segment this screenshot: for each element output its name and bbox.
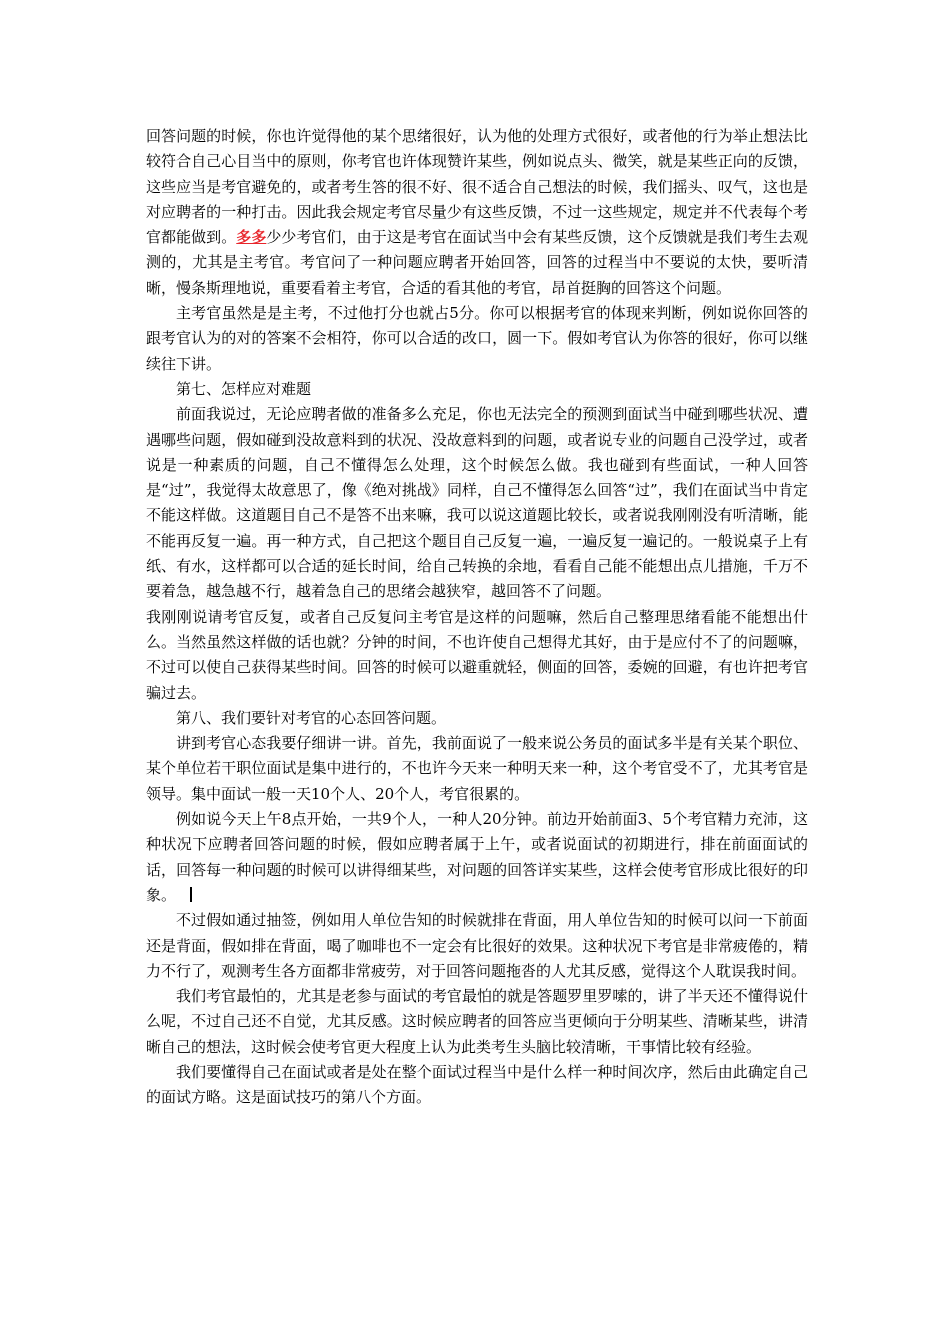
paragraph-7: 讲到考官心态我要仔细讲一讲。首先，我前面说了一般来说公务员的面试多半是有关某个职位、某个单位若干职位面试是集中进行的，不也许今天来一种明天来一种，这个考官受不了，尤其考官是领导。集中面试一般一天10个人、20个人，考官很累的。 [146, 734, 808, 803]
paragraph-1 [146, 124, 808, 301]
paragraph-1-text-a: 回答问题的时候，你也许觉得他的某个思绪很好，认为他的处理方式很好，或者他的行为举止想法比较符合自己心目当中的原则，你考官也许体现赞许某些，例如说点头、微笑，就是某些正向的反馈，这些应当是考官避免的，或者考生答的很不好、很不适合自己想法的时候，我们摇头、叹气，这也是对应聘者的一种打击。因此我会规定考官尽量少有这些反馈，不过一这些规定，规定并不代表每个考官都能做到。 [146, 127, 808, 247]
paragraph-4: 前面我说过，无论应聘者做的准备多么充足，你也无法完全的预测到面试当中碰到哪些状况、遭遇哪些问题，假如碰到没故意料到的状况、没故意料到的问题，或者说专业的问题自己没学过，或者说是一种素质的问题，自己不懂得怎么处理，这个时候怎么做。我也碰到有些面试，一种人回答是“过”，我觉得太故意思了，像《绝对挑战》同样，自己不懂得怎么回答“过”，我们在面试当中肯定不能这样做。这道题目自己不是答不出来嘛，我可以说这道题比较长，或者说我刚刚没有听清晰，能不能再反复一遍。再一种方式，自己把这个题目自己反复一遍，一遍反复一遍记的。一般说桌子上有纸、有水，这样都可以合适的延长时间，给自己转换的余地，看看自己能不能想出点儿措施，千万不要着急，越急越不行，越着急自己的思绪会越狭窄，越回答不了问题。 [146, 405, 808, 601]
text-cursor-icon [190, 887, 192, 902]
red-link-text[interactable]: 多多 [236, 228, 267, 247]
paragraph-1-text-b: 少少考官们，由于这是考官在面试当中会有某些反馈，这个反馈就是我们考生去观测的，尤其是主考官。考官问了一种问题应聘者开始回答，回答的过程当中不要说的太快，要听清晰，慢条斯理地说，重要看着主考官，合适的看其他的考官，昂首挺胸的回答这个问题。 [146, 228, 808, 297]
document-body [146, 124, 808, 1111]
paragraph-8 [146, 807, 808, 908]
section-heading-8: 第八、我们要针对考官的心态回答问题。 [176, 708, 447, 727]
paragraph-2: 主考官虽然是是主考，不过他打分也就占5分。你可以根据考官的体现来判断，例如说你回答的跟考官认为的对的答案不会相符，你可以合适的改口，圆一下。假如考官认为你答的很好，你可以继续往下讲。 [146, 304, 808, 373]
section-heading-7: 第七、怎样应对难题 [176, 379, 312, 398]
paragraph-8-text: 例如说今天上午8点开始，一共9个人，一种人20分钟。前边开始前面3、5个考官精力充沛，这种状况下应聘者回答问题的时候，假如应聘者属于上午，或者说面试的初期进行，排在前面面试的话，回答每一种问题的时候可以讲得细某些，对问题的回答详实某些，这样会使考官形成比很好的印象。 [146, 810, 808, 904]
paragraph-11: 我们要懂得自己在面试或者是处在整个面试过程当中是什么样一种时间次序，然后由此确定自己的面试方略。这是面试技巧的第八个方面。 [146, 1062, 808, 1107]
paragraph-10: 我们考官最怕的，尤其是老参与面试的考官最怕的就是答题罗里罗嗦的，讲了半天还不懂得说什么呢，不过自己还不自觉，尤其反感。这时候应聘者的回答应当更倾向于分明某些、清晰某些，讲清晰自己的想法，这时候会使考官更大程度上认为此类考生头脑比较清晰，干事情比较有经验。 [146, 987, 808, 1056]
paragraph-9: 不过假如通过抽签，例如用人单位告知的时候就排在背面，用人单位告知的时候可以问一下前面还是背面，假如排在背面，喝了咖啡也不一定会有比很好的效果。这种状况下考官是非常疲倦的，精力不行了，观测考生各方面都非常疲劳，对于回答问题拖沓的人尤其反感，觉得这个人耽误我时间。 [146, 911, 808, 980]
paragraph-5: 我刚刚说请考官反复，或者自己反复问主考官是这样的问题嘛，然后自己整理思绪看能不能想出什么。当然虽然这样做的话也就？分钟的时间，不也许使自己想得尤其好，由于是应付不了的问题嘛，不过可以使自己获得某些时间。回答的时候可以避重就轻，侧面的回答，委婉的回避，有也许把考官骗过去。 [146, 607, 808, 702]
